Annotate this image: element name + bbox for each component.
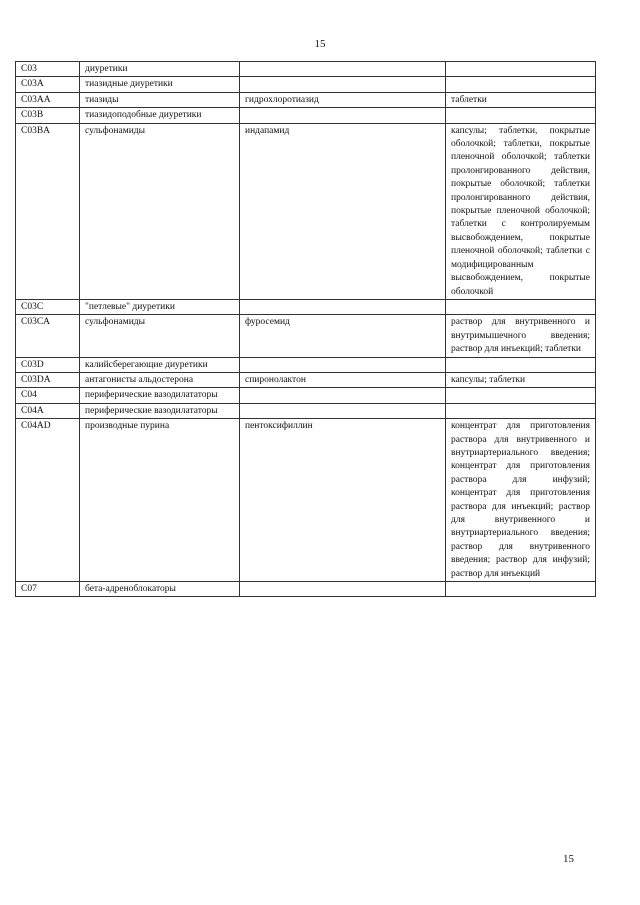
- group-name-cell: тиазиды: [80, 92, 240, 107]
- dosage-form-cell: [446, 299, 596, 314]
- atc-code-cell: C03AA: [16, 92, 80, 107]
- table-row: [16, 357, 596, 372]
- dosage-form-cell: [446, 108, 596, 123]
- group-name-cell: калийсберегающие диуретики: [80, 357, 240, 372]
- atc-code-cell: C03A: [16, 77, 80, 92]
- table-row: [16, 77, 596, 92]
- dosage-form-cell: [446, 582, 596, 597]
- group-name-cell: тиазидные диуретики: [80, 77, 240, 92]
- drug-name-cell: фуросемид: [240, 315, 446, 357]
- dosage-form-cell: [446, 77, 596, 92]
- drug-name-cell: [240, 77, 446, 92]
- drug-name-cell: [240, 357, 446, 372]
- dosage-form-cell: [446, 357, 596, 372]
- atc-code-cell: C04AD: [16, 419, 80, 582]
- group-name-cell: диуретики: [80, 62, 240, 77]
- atc-code-cell: C03C: [16, 299, 80, 314]
- atc-code-cell: C03BA: [16, 123, 80, 299]
- table-row: [16, 582, 596, 597]
- table-row: [16, 62, 596, 77]
- dosage-form-cell: [446, 403, 596, 418]
- table-row: [16, 123, 596, 299]
- drug-name-cell: индапамид: [240, 123, 446, 299]
- atc-code-cell: C07: [16, 582, 80, 597]
- table-row: [16, 403, 596, 418]
- drug-name-cell: [240, 403, 446, 418]
- page-number-bottom: 15: [563, 853, 574, 865]
- table-row: [16, 419, 596, 582]
- atc-code-cell: C03B: [16, 108, 80, 123]
- group-name-cell: производные пурина: [80, 419, 240, 582]
- group-name-cell: бета-адреноблокаторы: [80, 582, 240, 597]
- dosage-form-cell: раствор для внутривенного и внутримышечного введения; раствор для инъекций; таблетки: [446, 315, 596, 357]
- dosage-form-cell: [446, 388, 596, 403]
- group-name-cell: периферические вазодилататоры: [80, 388, 240, 403]
- table-row: [16, 92, 596, 107]
- dosage-form-cell: капсулы; таблетки: [446, 372, 596, 387]
- drug-name-cell: [240, 388, 446, 403]
- atc-code-cell: C03D: [16, 357, 80, 372]
- dosage-form-cell: капсулы; таблетки, покрытые оболочкой; таблетки, покрытые пленочной оболочкой; таблетки пролонгированного действия, покрытые оболочкой; таблетки пролонгированного действия, покрытые пленочной оболочкой; таблетки с контролируемым высвобождением, покрытые пленочной оболочкой; таблетки с модифицированным высвобождением, покрытые оболочкой: [446, 123, 596, 299]
- drug-name-cell: [240, 582, 446, 597]
- group-name-cell: "петлевые" диуретики: [80, 299, 240, 314]
- page-number-top: 15: [314, 38, 326, 50]
- atc-code-cell: C03: [16, 62, 80, 77]
- group-name-cell: периферические вазодилататоры: [80, 403, 240, 418]
- atc-code-cell: C03DA: [16, 372, 80, 387]
- drug-name-cell: [240, 108, 446, 123]
- drug-name-cell: пентоксифиллин: [240, 419, 446, 582]
- group-name-cell: сульфонамиды: [80, 315, 240, 357]
- table-row: [16, 372, 596, 387]
- table-row: [16, 315, 596, 357]
- drug-table-body: [16, 62, 596, 597]
- drug-table: [15, 61, 596, 597]
- drug-name-cell: [240, 299, 446, 314]
- dosage-form-cell: таблетки: [446, 92, 596, 107]
- atc-code-cell: C04A: [16, 403, 80, 418]
- group-name-cell: антагонисты альдостерона: [80, 372, 240, 387]
- drug-name-cell: спиронолактон: [240, 372, 446, 387]
- dosage-form-cell: концентрат для приготовления раствора для внутривенного и внутриартериального введения; концентрат для приготовления раствора для инфузий; концентрат для приготовления раствора для инъекций; раствор для внутривенного и внутриартериального введения; раствор для внутривенного введения; раствор для инфузий; раствор для инъекций: [446, 419, 596, 582]
- group-name-cell: сульфонамиды: [80, 123, 240, 299]
- dosage-form-cell: [446, 62, 596, 77]
- table-row: [16, 299, 596, 314]
- atc-code-cell: C03CA: [16, 315, 80, 357]
- table-row: [16, 108, 596, 123]
- drug-name-cell: [240, 62, 446, 77]
- atc-code-cell: C04: [16, 388, 80, 403]
- drug-name-cell: гидрохлоротиазид: [240, 92, 446, 107]
- group-name-cell: тиазидоподобные диуретики: [80, 108, 240, 123]
- table-row: [16, 388, 596, 403]
